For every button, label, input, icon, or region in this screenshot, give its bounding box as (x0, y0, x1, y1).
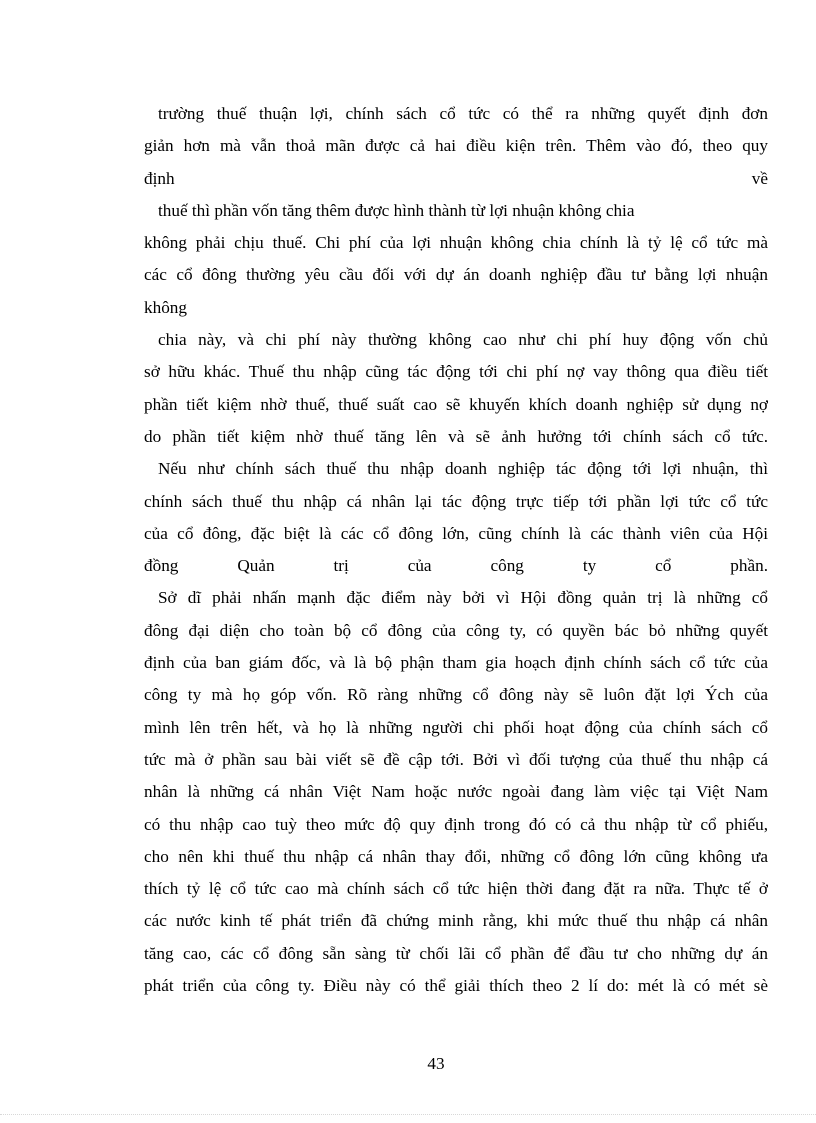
text-line: đông đại diện cho toàn bộ cổ đông của công ty, có quyền bác bỏ những quyết (144, 620, 768, 640)
text-line: trường thuế thuận lợi, chính sách cổ tức có thể ra những quyết định đơn (158, 104, 768, 123)
text-line: do phần tiết kiệm nhờ thuế tăng lên và sẽ ảnh hưởng tới chính sách cổ tức. (144, 426, 768, 446)
body-text (144, 98, 768, 1002)
text-line: chia này, và chi phí này thường không cao như chi phí huy động vốn chủ (158, 330, 768, 350)
text-line: giản hơn mà vẫn thoả mãn được cả hai điều kiện trên. Thêm vào đó, theo quy (144, 136, 768, 156)
text-line: tăng cao, các cổ đông sẵn sàng từ chối lãi cổ phần để đầu tư cho những dự án (144, 943, 768, 963)
text-line: chính sách thuế thu nhập cá nhân lại tác động trực tiếp tới phần lợi tức cổ tức (144, 491, 768, 511)
text-line: nhân là những cá nhân Việt Nam hoặc nước ngoài đang làm việc tại Việt Nam (144, 782, 768, 802)
text-line: định của ban giám đốc, và là bộ phận tham gia hoạch định chính sách cổ tức của (144, 653, 768, 673)
text-line: đồng Quản trị của công ty cổ phần. (144, 556, 768, 576)
text-line: có thu nhập cao tuỳ theo mức độ quy định trong đó có cả thu nhập từ cổ phiếu, (144, 814, 768, 834)
text-line: tức mà ở phần sau bài viết sẽ đề cập tới. Bởi vì đối tượng của thuế thu nhập cá (144, 749, 768, 769)
text-line: của cổ đông, đặc biệt là các cổ đông lớn, cũng chính là các thành viên của Hội (144, 523, 768, 543)
text-line: mình lên trên hết, và họ là những người chi phối hoạt động của chính sách cổ (144, 717, 768, 737)
text-line: không phải chịu thuế. Chi phí của lợi nhuận không chia chính là tỷ lệ cổ tức mà (144, 233, 768, 253)
text-line: thích tỷ lệ cổ tức cao mà chính sách cổ tức hiện thời đang đặt ra nữa. Thực tế ở (144, 879, 768, 899)
text-line: cho nên khi thuế thu nhập cá nhân thay đổi, những cổ đông lớn cũng không ưa (144, 846, 768, 866)
page-number: 43 (427, 1054, 445, 1073)
text-line: thuế thì phần vốn tăng thêm được hình thành từ lợi nhuận không chia (158, 200, 635, 220)
page-bottom-border (0, 1114, 816, 1115)
text-line: các cổ đông thường yêu cầu đối với dự án doanh nghiệp đầu tư bằng lợi nhuận (144, 265, 768, 285)
text-line: các nước kinh tế phát triển đã chứng minh rằng, khi mức thuế thu nhập cá nhân (144, 911, 768, 931)
text-line: định về (144, 168, 768, 188)
text-line: phần tiết kiệm nhờ thuế, thuế suất cao sẽ khuyến khích doanh nghiệp sử dụng nợ (144, 394, 768, 414)
text-line: không (144, 297, 187, 317)
text-line: công ty mà họ góp vốn. Rõ ràng những cổ đông này sẽ luôn đặt lợi Ých của (144, 685, 768, 705)
text-line: Nếu như chính sách thuế thu nhập doanh nghiệp tác động tới lợi nhuận, thì (158, 459, 768, 479)
text-line: sở hữu khác. Thuế thu nhập cũng tác động tới chi phí nợ vay thông qua điều tiết (144, 362, 768, 382)
text-line: phát triển của công ty. Điều này có thể giải thích theo 2 lí do: mét là có mét sè (144, 976, 768, 996)
text-line: Sở dĩ phải nhấn mạnh đặc điểm này bởi vì Hội đồng quản trị là những cổ (158, 588, 768, 608)
